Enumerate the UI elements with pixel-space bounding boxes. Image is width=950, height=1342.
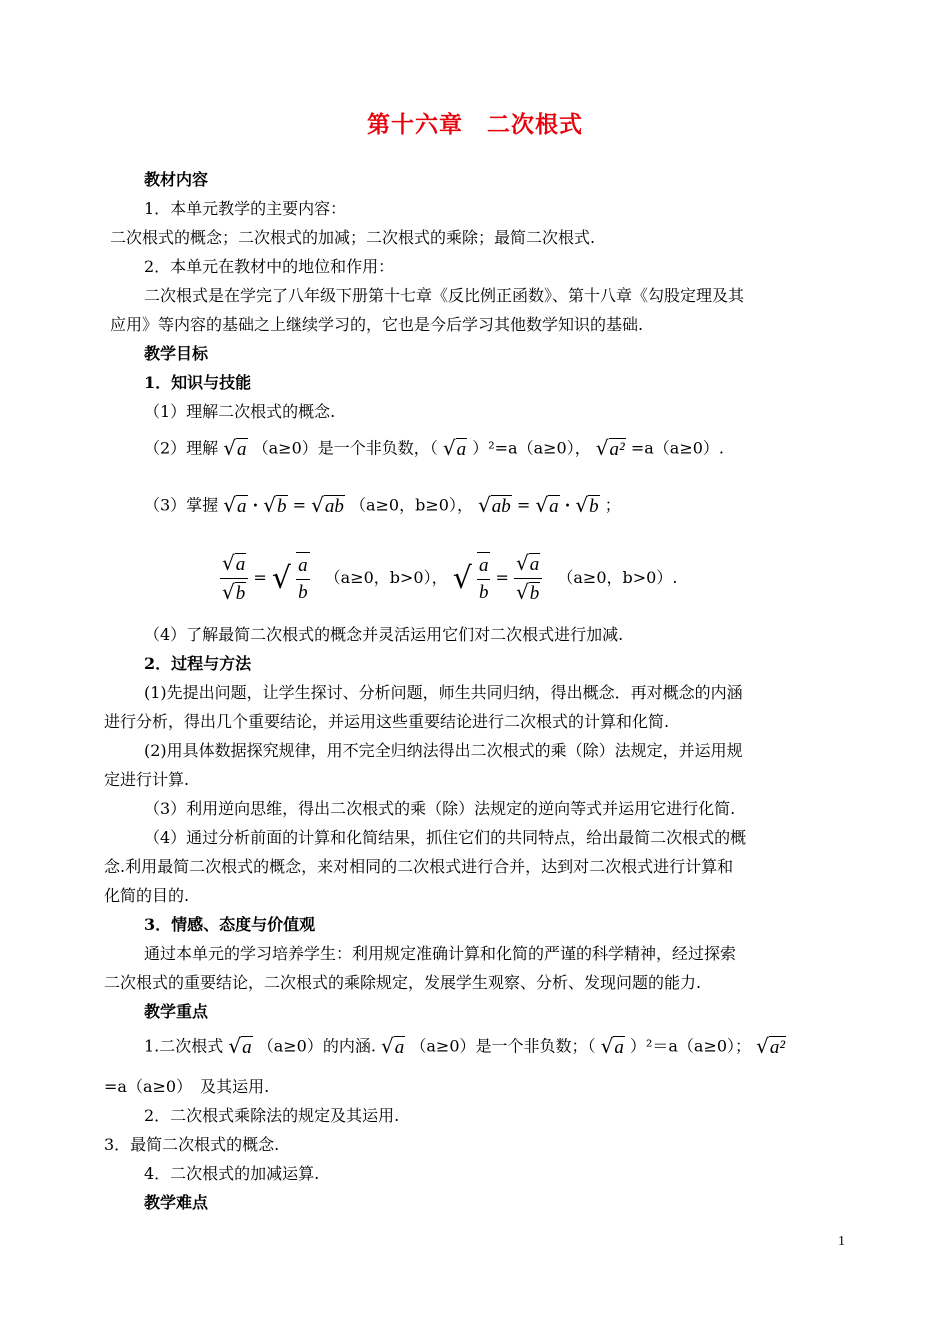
radical-sign: √ (311, 493, 324, 517)
sqrt-a (443, 438, 467, 460)
radicand: a (549, 496, 559, 517)
radicand: a (614, 1037, 624, 1058)
sqrt-a (228, 1036, 252, 1058)
paragraph: （1）理解二次根式的概念. (144, 402, 336, 421)
radical-sign: √ (516, 580, 529, 604)
section-heading-difficulty: 教学难点 (144, 1193, 209, 1212)
paragraph: (2)用具体数据探究规律，用不完全归纳法得出二次根式的乘（除）法规定，并运用规 (144, 741, 743, 760)
numerator: a (296, 553, 310, 580)
paragraph: 通过本单元的学习培养学生：利用规定准确计算和化简的严谨的科学精神，经过探索 (144, 944, 737, 963)
section-heading-goals: 教学目标 (144, 344, 209, 363)
subheading: 3．情感、态度与价值观 (144, 915, 316, 934)
sqrt-ab (478, 495, 512, 517)
paragraph: （3）利用逆向思维，得出二次根式的乘（除）法规定的逆向等式并运用它进行化简. (144, 799, 736, 818)
radicand: a² (609, 439, 625, 460)
radicand: b (529, 583, 540, 604)
sqrt-a (223, 495, 247, 517)
paragraph: 二次根式是在学完了八年级下册第十七章《反比例正函数》、第十八章《勾股定理及其 (144, 286, 745, 305)
paragraph: 化简的目的. (104, 886, 190, 905)
radicand: ab (324, 496, 344, 517)
paragraph: 二次根式的概念；二次根式的加减；二次根式的乘除；最简二次根式. (110, 228, 596, 247)
radicand: a (235, 554, 246, 575)
radicand: a (242, 1037, 252, 1058)
sqrt-ab (311, 495, 345, 517)
sqrt-b (575, 495, 599, 517)
denominator: b (478, 581, 489, 603)
radical-sign: √ (222, 551, 235, 575)
radical-sign: √ (756, 1034, 769, 1058)
paragraph: 念.利用最简二次根式的概念，来对相同的二次根式进行合并，达到对二次根式进行计算和 (104, 857, 734, 876)
paragraph: 2．二次根式乘除法的规定及其运用. (144, 1106, 400, 1125)
dot: · (564, 495, 571, 515)
formula-line (144, 1036, 786, 1058)
sqrt-b (263, 495, 287, 517)
fraction-sqrt-a-over-sqrt-b (220, 550, 248, 607)
radical-sign: √ (442, 436, 456, 460)
text: =a（a≥0）. (630, 438, 725, 458)
paragraph: 1．本单元教学的主要内容： (144, 199, 347, 218)
formula-line (144, 438, 724, 460)
sqrt-a2 (756, 1036, 786, 1058)
text: （a≥0，b>0）， (324, 568, 448, 587)
text: ）²＝a（a≥0）； (629, 1036, 752, 1056)
paragraph: (1)先提出问题，让学生探讨、分析问题，师生共同归纳，得出概念．再对概念的内涵 (144, 683, 743, 702)
sqrt-b (516, 579, 540, 607)
radical-sign: √ (600, 1034, 614, 1058)
radical-sign: √ (452, 560, 472, 596)
formula-line-fractions (220, 550, 677, 607)
radicand: a (237, 439, 247, 460)
radical-sign: √ (223, 436, 237, 460)
equals: = (495, 568, 509, 587)
radicand: a (529, 554, 540, 575)
radicand: ab (491, 496, 511, 517)
subheading: 2．过程与方法 (144, 654, 252, 673)
text: ）²=a（a≥0）， (472, 438, 591, 458)
radical-sign: √ (223, 493, 237, 517)
text: （a≥0，b≥0）， (349, 495, 473, 515)
sqrt-of-fraction (452, 560, 472, 596)
text: （a≥0）的内涵. (257, 1036, 376, 1056)
radical-sign: √ (595, 436, 609, 460)
radicand: b (235, 583, 246, 604)
section-heading-key: 教学重点 (144, 1002, 209, 1021)
denominator: b (298, 581, 308, 603)
radicand: a² (769, 1037, 786, 1058)
radical-sign: √ (228, 1034, 242, 1058)
section-heading-content: 教材内容 (144, 170, 209, 189)
subheading: 1．知识与技能 (144, 373, 252, 392)
radicand: a (456, 439, 467, 460)
sqrt-b (222, 579, 246, 607)
equals: = (516, 495, 531, 515)
equals: = (253, 568, 267, 587)
numerator: a (477, 553, 491, 580)
page-title: 第十六章 二次根式 (367, 111, 583, 138)
radicand: b (589, 496, 599, 517)
text: （a≥0，b>0）. (557, 568, 678, 587)
sqrt-a (535, 495, 559, 517)
paragraph: =a（a≥0） 及其运用. (104, 1077, 270, 1096)
sqrt-a (516, 550, 540, 578)
paragraph: 3．最简二次根式的概念. (104, 1135, 280, 1154)
paragraph: 定进行计算. (104, 770, 190, 789)
paragraph: 2．本单元在教材中的地位和作用： (144, 257, 395, 276)
radical-sign: √ (271, 560, 291, 596)
text: （3）掌握 (144, 495, 219, 515)
radical-sign: √ (222, 580, 235, 604)
paragraph: （4）了解最简二次根式的概念并灵活运用它们对二次根式进行加减. (144, 625, 624, 644)
fraction-sqrt-a-over-sqrt-b (514, 550, 542, 607)
fraction-a-over-b (477, 552, 491, 606)
radical-sign: √ (263, 493, 277, 517)
radical-sign: √ (478, 493, 491, 517)
radical-sign: √ (575, 493, 589, 517)
text: （a≥0）是一个非负数，（ (252, 438, 438, 458)
equals: = (292, 495, 307, 515)
paragraph: 进行分析，得出几个重要结论，并运用这些重要结论进行二次根式的计算和化简. (104, 712, 670, 731)
radicand: a (237, 496, 247, 517)
sqrt-of-fraction (271, 560, 291, 596)
formula-line (144, 495, 621, 517)
sqrt-a (223, 438, 247, 460)
paragraph: 二次根式的重要结论，二次根式的乘除规定，发展学生观察、分析、发现问题的能力. (104, 973, 702, 992)
fraction-a-over-b (296, 552, 310, 606)
paragraph: 4．二次根式的加减运算. (144, 1164, 320, 1183)
radical-sign: √ (381, 1034, 394, 1058)
sqrt-a (601, 1036, 625, 1058)
sqrt-a (381, 1036, 405, 1058)
text: （2）理解 (144, 438, 219, 458)
text: 1.二次根式 (144, 1036, 224, 1056)
page-number: 1 (838, 1234, 845, 1249)
radicand: b (277, 496, 287, 517)
sqrt-a2 (596, 438, 626, 460)
sqrt-a (222, 550, 246, 578)
paragraph: 应用》等内容的基础之上继续学习的，它也是今后学习其他数学知识的基础. (110, 315, 644, 334)
dot: · (252, 495, 259, 515)
text: （a≥0）是一个非负数；（ (410, 1036, 596, 1056)
text: ； (604, 495, 621, 515)
radicand: a (394, 1037, 405, 1058)
radical-sign: √ (516, 551, 529, 575)
paragraph: （4）通过分析前面的计算和化简结果，抓住它们的共同特点，给出最简二次根式的概 (144, 828, 747, 847)
radical-sign: √ (535, 493, 549, 517)
